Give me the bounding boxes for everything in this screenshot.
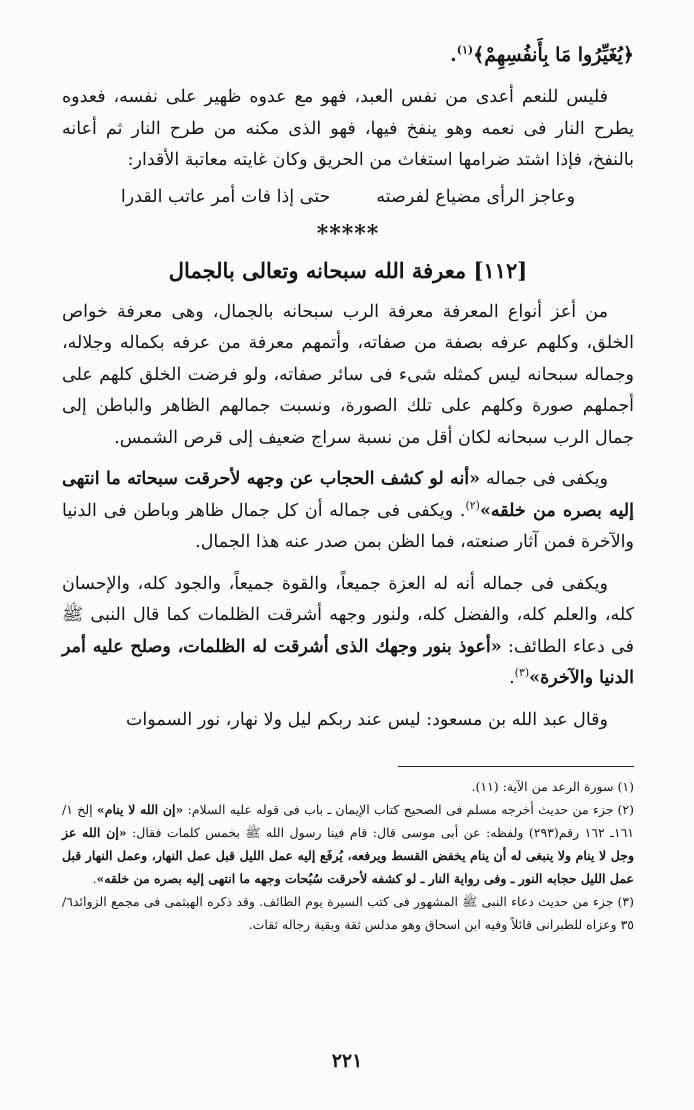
- footnote-number: (٣): [617, 894, 634, 909]
- footnote-divider: [398, 766, 634, 767]
- para3-rest: . ويكفى فى جماله أن كل جمال ظاهر وباطن فى الدنيا والآخرة فمن آثار صنعته، فما الظن بمن صدر عنه هذا الجمال.: [62, 500, 634, 552]
- footnote-text: إلخ ١/ ١٦١ـ ١٦٢ رقم(٢٩٣) ولفظه: عن أبى موسى قال: قام فينا رسول الله ﷺ بخمس كلمات فقال:: [62, 802, 635, 840]
- section-heading: [١١٢] معرفة الله سبحانه وتعالى بالجمال: [168, 257, 528, 283]
- poem-hemistich-right: وعاجز الرأى مضياع لفرصته: [376, 186, 576, 207]
- footnote-number: (٢): [617, 802, 634, 817]
- footnote-2: [62, 798, 634, 890]
- footnote-hadith: «إن الله لا ينام»: [96, 802, 184, 817]
- paragraph-5: وقال عبد الله بن مسعود: ليس عند ربكم ليل ولا نهار، نور السموات: [125, 709, 608, 730]
- paragraph-3: [62, 464, 634, 559]
- footnote-text: جزء من حديث دعاء النبى ﷺ المشهور فى كتب السيرة يوم الطائف. وقد ذكره الهيثمى فى مجمع الزوائد٦/ ٣٥ وعزاه للطبرانى قائلاً وفيه ابن اسحاق وهو مدلس ثقة وبقية رجاله ثقات.: [62, 894, 634, 932]
- hadith-quote-1: «أنه لو كشف الحجاب عن وجهه لأحرقت سبحاته ما انتهى إليه بصره من خلقه»: [62, 469, 634, 521]
- footnote-ref-1: (١): [456, 43, 474, 57]
- paragraph-1: فليس للنعم أعدى من نفس العبد، فهو مع عدوه ظهير على نفسه، فعدوه يطرح النار فى نعمه وهو ينفخ فيها، فهو الذى مكنه من طرح النار ثم أعانه بالنفخ، فإذا اشتد ضرامها استغاث من الحريق وكان غايته معاتبة الأقدار:: [62, 87, 634, 170]
- poem-line: [62, 181, 634, 213]
- para3-intro: ويكفى فى جماله: [480, 469, 609, 489]
- footnote-ref-3: (٣): [514, 666, 530, 680]
- para4-intro: ويكفى فى جماله أنه له العزة جميعاً، والقوة جميعاً، والجود كله، والإحسان كله، والعلم كله، والفضل كله، ولنور وجهه أشرقت الظلمات كما قال النبى ﷺ فى دعاء الطائف:: [62, 573, 635, 657]
- footnote-text: سورة الرعد من الآية: (١١).: [471, 779, 614, 794]
- para4-end: .: [509, 668, 515, 688]
- section-separator: *****: [316, 220, 380, 247]
- verse-text: ﴿يُغَيِّرُوا مَا بِأَنفُسِهِمْ﴾: [473, 44, 634, 66]
- footnote-text: جزء من حديث أخرجه مسلم فى الصحيح كتاب الإيمان ـ باب فى قوله عليه السلام:: [183, 802, 614, 817]
- footnote-3: [62, 890, 634, 936]
- footnote-ref-2: (٢): [465, 498, 480, 512]
- page-number: ٢٢١: [331, 1050, 363, 1072]
- footnote-number: (١): [617, 779, 634, 794]
- poem-hemistich-left: حتى إذا فات أمر عاتب القدرا: [120, 186, 331, 207]
- hadith-quote-2: «أعوذ بنور وجهك الذى أشرقت له الظلمات، وصلح عليه أمر الدنيا والآخرة»: [62, 636, 634, 688]
- quran-verse: ﴿يُغَيِّرُوا مَا بِأَنفُسِهِمْ﴾$^{(١)}$.: [450, 43, 634, 66]
- footnote-1: [62, 775, 634, 798]
- paragraph-2: من أعز أنواع المعرفة معرفة الرب سبحانه بالجمال، وهى معرفة خواص الخلق، وكلهم عرفه بصفة من صفاته، وأتمهم معرفة من عرفه بكماله وجلاله، وجماله سبحانه ليس كمثله شىء فى سائر صفاته، ولو فرضت الخلق كلهم على أجملهم صورة وكلهم على تلك الصورة، ونسبت جمالهم الظاهر والباطن إلى جمال الرب سبحانه لكان أقل من نسبة سراج ضعيف إلى قرص الشمس.: [62, 301, 634, 448]
- footnote-text: .: [92, 871, 97, 886]
- footnote-hadith: «إن الله عز وجل لا ينام ولا ينبغى له أن ينام يخفض القسط ويرفعه، يُرفَع إليه عمل الليل قبل عمل النهار، وعمل النهار قبل عمل الليل حجابه النور ـ وفى رواية النار ـ لو كشفه لأحرقت سُبُحات وجهه ما انتهى إليه بصره من خلقه»: [62, 825, 634, 886]
- footnotes: [62, 775, 634, 936]
- paragraph-4: [62, 569, 634, 695]
